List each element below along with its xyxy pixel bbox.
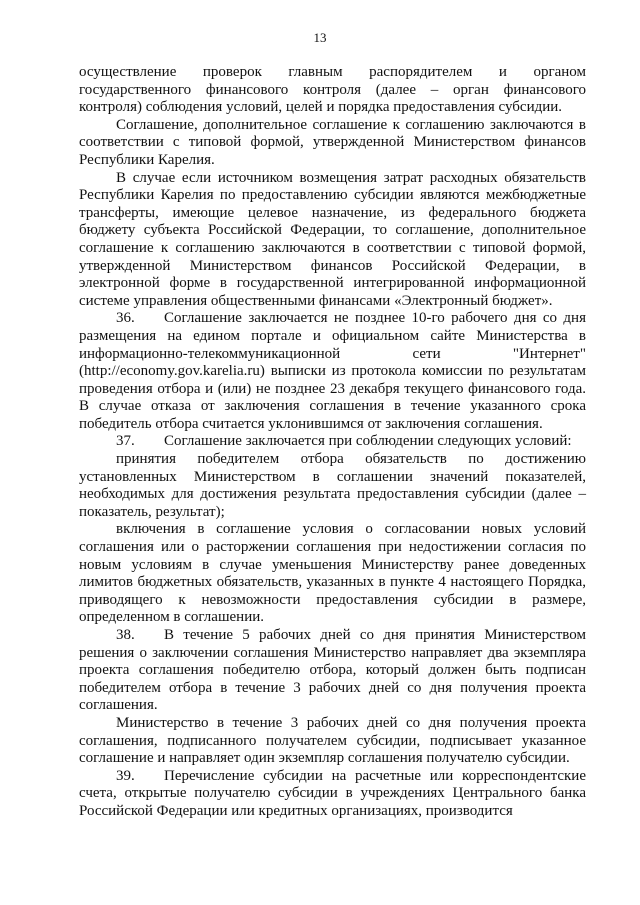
- item-number-37: 37.: [116, 433, 135, 450]
- paragraph-item-36: [79, 310, 586, 433]
- item-37-text: Соглашение заключается при соблюдении следующих условий:: [164, 433, 572, 450]
- paragraph-ministry-signing: Министерство в течение 3 рабочих дней со дня получения проекта соглашения, подписанного получателем субсидии, подписывает указанное соглашение и направляет один экземпляр соглашения получателю субсидии.: [79, 714, 586, 767]
- item-39-text: Перечисление субсидии на расчетные или корреспондентские счета, открытые получателю субсидии в учреждениях Центрального банка Российской Федерации или кредитных организациях, производится: [79, 767, 586, 819]
- paragraph-item-38: [79, 627, 586, 715]
- document-body: [79, 64, 586, 821]
- item-36-text: Соглашение заключается не позднее 10-го рабочего дня со дня размещения на едином портале и официальном сайте Министерства в информационно-телекоммуникационной сети "Интернет" (http://economy.gov.karelia.ru) выписки из протокола комиссии по результатам проведения отбора и (или) не позднее 23 декабря текущего финансового года. В случае отказа от заключения соглашения в течение указанного срока победитель отбора считается уклонившимся от заключения соглашения.: [79, 310, 586, 432]
- item-38-text: В течение 5 рабочих дней со дня принятия Министерством решения о заключении соглашения Министерство направляет два экземпляра проекта соглашения победителю отбора, который должен быть подписан победителем отбора в течение 3 рабочих дней со дня получения проекта соглашения.: [79, 627, 586, 714]
- paragraph-condition-new-terms: включения в соглашение условия о согласовании новых условий соглашения или о расторжении соглашения при недостижении согласия по новым условиям в случае уменьшения Министерству ранее доведенных лимитов бюджетных обязательств, указанных в пункте 4 настоящего Порядка, приводящего к невозможности предоставления субсидии в размере, определенном в соглашении.: [79, 521, 586, 626]
- item-number-39: 39.: [116, 767, 135, 784]
- paragraph-continuation: осуществление проверок главным распорядителем и органом государственного финансового контроля (далее – орган финансового контроля) соблюдения условий, целей и порядка предоставления субсидии.: [79, 64, 586, 116]
- paragraph-item-39: [79, 768, 586, 821]
- item-number-36: 36.: [116, 310, 135, 327]
- paragraph-federal-transfers: В случае если источником возмещения затрат расходных обязательств Республики Карелия по предоставлению субсидии являются межбюджетные трансферты, имеющие целевое назначение, из федерального бюджета бюджету субъекта Российской Федерации, то соглашение, дополнительное соглашение к соглашению заключаются в соответствии с типовой формой, утвержденной Министерством финансов Российской Федерации, в электронной форме в государственной интегрированной информационной системе управления общественными финансами «Электронный бюджет».: [79, 169, 586, 309]
- paragraph-agreement-form: Соглашение, дополнительное соглашение к соглашению заключаются в соответствии с типовой формой, утвержденной Министерством финансов Республики Карелия.: [79, 116, 586, 168]
- paragraph-condition-obligations: принятия победителем отбора обязательств по достижению установленных Министерством в соглашении значений показателей, необходимых для достижения результата предоставления субсидии (далее – показатель, результат);: [79, 451, 586, 520]
- item-number-38: 38.: [116, 627, 135, 643]
- page-number: 13: [313, 30, 327, 45]
- paragraph-item-37: [79, 433, 586, 451]
